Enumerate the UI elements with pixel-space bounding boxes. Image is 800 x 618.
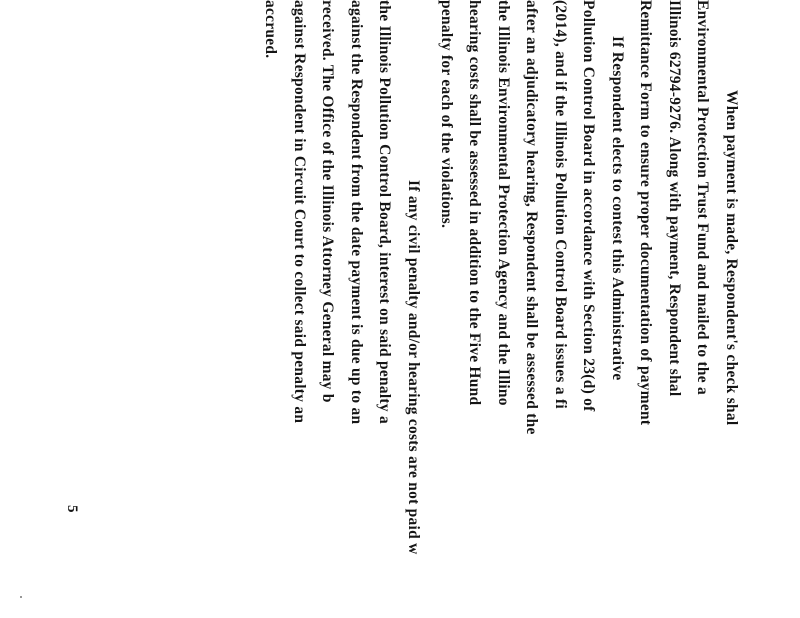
- text-line: the Illinois Environmental Protection Agency and the Illino: [495, 0, 512, 406]
- paragraph-interest: [256, 0, 427, 618]
- text-line: Pollution Control Board in accordance with Section 23(d) of: [580, 0, 598, 412]
- text-line: Illinois 62794-9276. Along with payment, Respondent shal: [666, 0, 683, 397]
- text-line: Environmental Protection Trust Fund and mailed to the a: [694, 0, 712, 396]
- text-line: the Illinois Pollution Control Board, interest on said penalty a: [376, 0, 394, 424]
- text-line: hearing costs shall be assessed in addition to the Five Hund: [466, 0, 484, 406]
- text-line: When payment is made, Respondent's check shal: [723, 90, 740, 426]
- text-line: (2014), and if the Illinois Pollution Control Board issues a fi: [552, 0, 569, 409]
- paragraph-contest: [432, 0, 632, 618]
- text-line: against the Respondent from the date payment is due up to an: [348, 0, 365, 425]
- paragraph-payment: [631, 0, 745, 618]
- text-line: accrued.: [262, 0, 280, 59]
- text-line: received. The Office of the Illinois Attorney General may b: [319, 0, 337, 403]
- text-line: If Respondent elects to contest this Administrative: [609, 36, 626, 381]
- text-line: Remittance Form to ensure proper documentation of payment: [637, 0, 655, 426]
- page-number: 5: [64, 505, 80, 513]
- text-line: after an adjudicatory hearing, Respondent shall be assessed the: [523, 0, 541, 435]
- scan-speck: [20, 596, 22, 598]
- text-line: If any civil penalty and/or hearing costs are not paid w: [405, 180, 422, 555]
- text-line: against Respondent in Circuit Court to collect said penalty an: [291, 0, 308, 424]
- text-line: penalty for each of the violations.: [438, 0, 455, 229]
- rotated-page-content: [205, 0, 745, 618]
